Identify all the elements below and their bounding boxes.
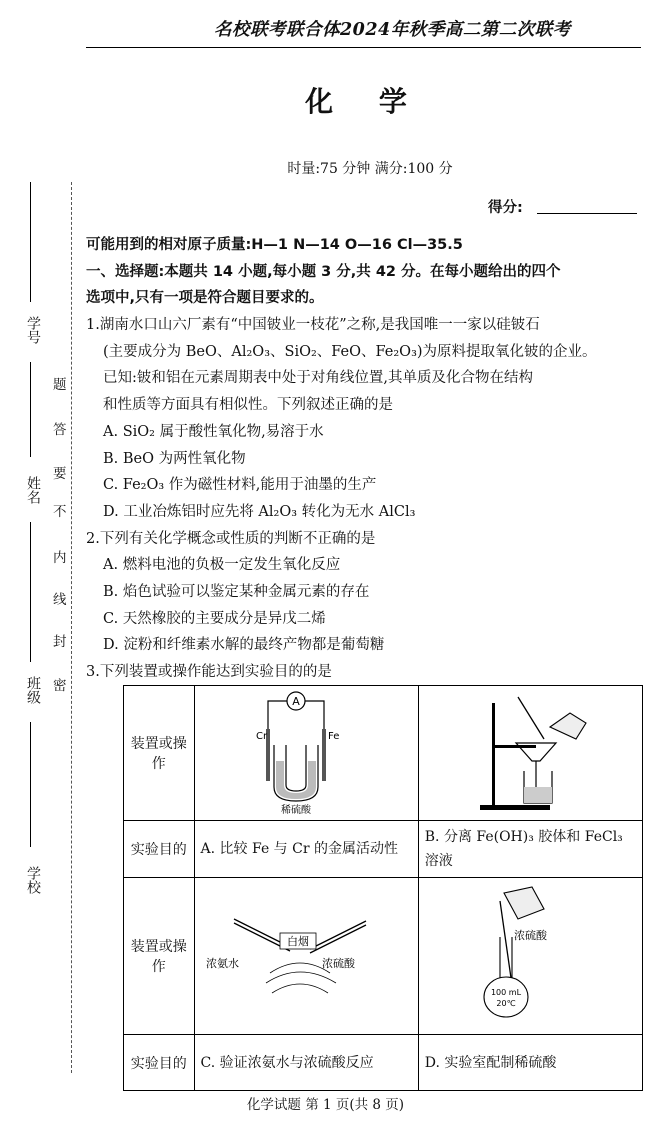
seal-char: 不	[53, 504, 67, 520]
school-label: 学校	[25, 866, 41, 894]
seal-char: 题	[53, 377, 67, 393]
q2-stem: 2.下列有关化学概念或性质的判断不正确的是	[86, 530, 376, 547]
figure-d-cell	[418, 878, 642, 1035]
flask-volume-label: 100 mL	[490, 988, 521, 997]
name-label: 姓名	[25, 476, 41, 504]
purpose-d: D. 实验室配制稀硫酸	[418, 1035, 642, 1091]
q1-stem-line: 和性质等方面具有相似性。下列叙述正确的是	[103, 397, 393, 414]
seal-char: 内	[53, 550, 67, 566]
q1-stem-line: 1.湖南水口山六厂素有“中国铍业一枝花”之称,是我国唯一一家以硅铍石	[86, 317, 540, 334]
question-body	[86, 232, 642, 686]
header-rule	[86, 47, 641, 48]
exam-header-title: 名校联考联合体2024年秋季高二第二次联考	[214, 20, 571, 40]
volumetric-flask-diagram	[420, 879, 634, 1029]
cut-line	[71, 182, 72, 1073]
purpose-b: B. 分离 Fe(OH)₃ 胶体和 FeCl₃ 溶液	[418, 821, 642, 878]
table-row	[124, 1035, 643, 1091]
cr-electrode-label: Cr	[255, 731, 267, 742]
q2-option-c: C. 天然橡胶的主要成分是异戊二烯	[103, 610, 326, 627]
table-row	[124, 686, 643, 821]
ammonia-label: 浓氨水	[205, 957, 239, 970]
class-label: 班级	[25, 676, 41, 704]
seal-char: 答	[53, 422, 67, 438]
q3-stem: 3.下列装置或操作能达到实验目的的是	[86, 664, 332, 680]
seal-char: 密	[53, 678, 67, 694]
white-smoke-label: 白烟	[286, 935, 309, 948]
q1-option-b: B. BeO 为两性氧化物	[103, 450, 246, 467]
sulfuric-acid-label: 浓硫酸	[321, 957, 355, 970]
galvanic-cell-diagram	[196, 687, 410, 815]
score-label: 得分:	[488, 200, 523, 216]
seal-char: 要	[53, 466, 67, 482]
section-heading-line2: 选项中,只有一项是符合题目要求的。	[86, 290, 324, 307]
figure-a-cell	[194, 686, 418, 821]
row-label-purpose: 实验目的	[124, 821, 195, 878]
page-footer: 化学试题 第 1 页(共 8 页)	[246, 1097, 405, 1113]
table-row	[124, 878, 643, 1035]
q2-option-d: D. 淀粉和纤维素水解的最终产物都是葡萄糖	[103, 637, 385, 654]
ammeter-label: A	[291, 695, 300, 708]
q3-table	[123, 685, 643, 1091]
ammonia-acid-diagram	[196, 879, 410, 1029]
section-heading-line1: 一、选择题:本题共 14 小题,每小题 3 分,共 42 分。在每小题给出的四个	[86, 263, 561, 280]
figure-c-cell	[194, 878, 418, 1035]
purpose-c: C. 验证浓氨水与浓硫酸反应	[194, 1035, 418, 1091]
student-id-label: 学号	[25, 316, 41, 344]
q1-option-a: A. SiO₂ 属于酸性氧化物,易溶于水	[103, 423, 324, 440]
q2-option-a: A. 燃料电池的负极一定发生氧化反应	[103, 557, 341, 574]
figure-b-cell	[418, 686, 642, 821]
subject-title: 化 学	[305, 85, 425, 118]
q1-stem-line: (主要成分为 BeO、Al₂O₃、SiO₂、FeO、Fe₂O₃)为原料提取氧化铍的企业。	[103, 343, 597, 360]
fe-electrode-label: Fe	[327, 731, 339, 742]
dilute-acid-label: 稀硫酸	[280, 805, 311, 815]
seal-char: 线	[53, 592, 67, 608]
school-blank	[30, 722, 31, 847]
student-id-blank	[30, 182, 31, 302]
class-blank	[30, 522, 31, 662]
score-blank	[537, 213, 637, 214]
table-row	[124, 821, 643, 878]
seal-char: 封	[53, 634, 67, 650]
filtration-diagram	[420, 687, 634, 815]
q1-option-d: D. 工业冶炼铝时应先将 Al₂O₃ 转化为无水 AlCl₃	[103, 503, 416, 520]
q1-stem-line: 已知:铍和铝在元素周期表中处于对角线位置,其单质及化合物在结构	[103, 370, 533, 387]
q1-option-c: C. Fe₂O₃ 作为磁性材料,能用于油墨的生产	[103, 477, 377, 494]
row-label-purpose: 实验目的	[124, 1035, 195, 1091]
conc-acid-label: 浓硫酸	[513, 929, 547, 942]
purpose-a: A. 比较 Fe 与 Cr 的金属活动性	[194, 821, 418, 878]
exam-meta: 时量:75 分钟 满分:100 分	[287, 161, 453, 177]
row-label-device: 装置或操作	[124, 878, 195, 1035]
flask-temp-label: 20℃	[496, 999, 516, 1008]
name-blank	[30, 362, 31, 457]
q2-option-b: B. 焰色试验可以鉴定某种金属元素的存在	[103, 583, 370, 600]
row-label-device: 装置或操作	[124, 686, 195, 821]
atomic-masses: 可能用到的相对原子质量:H—1 N—14 O—16 Cl—35.5	[86, 237, 463, 253]
